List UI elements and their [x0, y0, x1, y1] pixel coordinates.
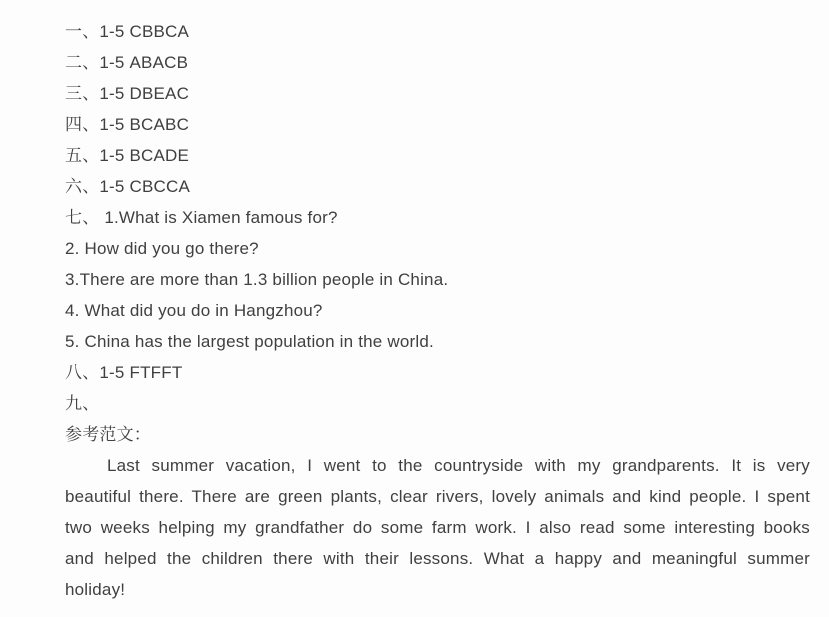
answer-line-q3: 3.There are more than 1.3 billion people in China.: [65, 270, 449, 289]
answer-line-q2: 2. How did you go there?: [65, 239, 259, 258]
answer-line-q4: 4. What did you do in Hangzhou?: [65, 301, 323, 320]
essay-paragraph: Last summer vacation, I went to the countryside with my grandparents. It is very beautiful there. There are green plants, clear rivers, lovely animals and kind people. I spent two weeks helping my grandfather do some farm work. I also read some interesting books and helped the children there with their lessons. What a happy and meaningful summer holiday!: [65, 456, 810, 599]
answer-line-section-4: 四、1-5 BCABC: [65, 115, 190, 134]
answer-line-section-3: 三、1-5 DBEAC: [65, 84, 190, 103]
answer-line-section-8: 八、1-5 FTFFT: [65, 363, 183, 382]
answer-line-section-5: 五、1-5 BCADE: [65, 146, 190, 165]
answer-line-section-2: 二、1-5 ABACB: [65, 53, 189, 72]
model-essay-label: 参考范文：: [65, 425, 151, 444]
answer-line-section-1: 一、1-5 CBBCA: [65, 22, 190, 41]
answer-line-section-6: 六、1-5 CBCCA: [65, 177, 191, 196]
answer-line-q5: 5. China has the largest population in the world.: [65, 332, 434, 351]
answer-line-section-9: 九、: [65, 394, 100, 413]
answer-line-section-7-q1: 七、 1.What is Xiamen famous for?: [65, 208, 338, 227]
